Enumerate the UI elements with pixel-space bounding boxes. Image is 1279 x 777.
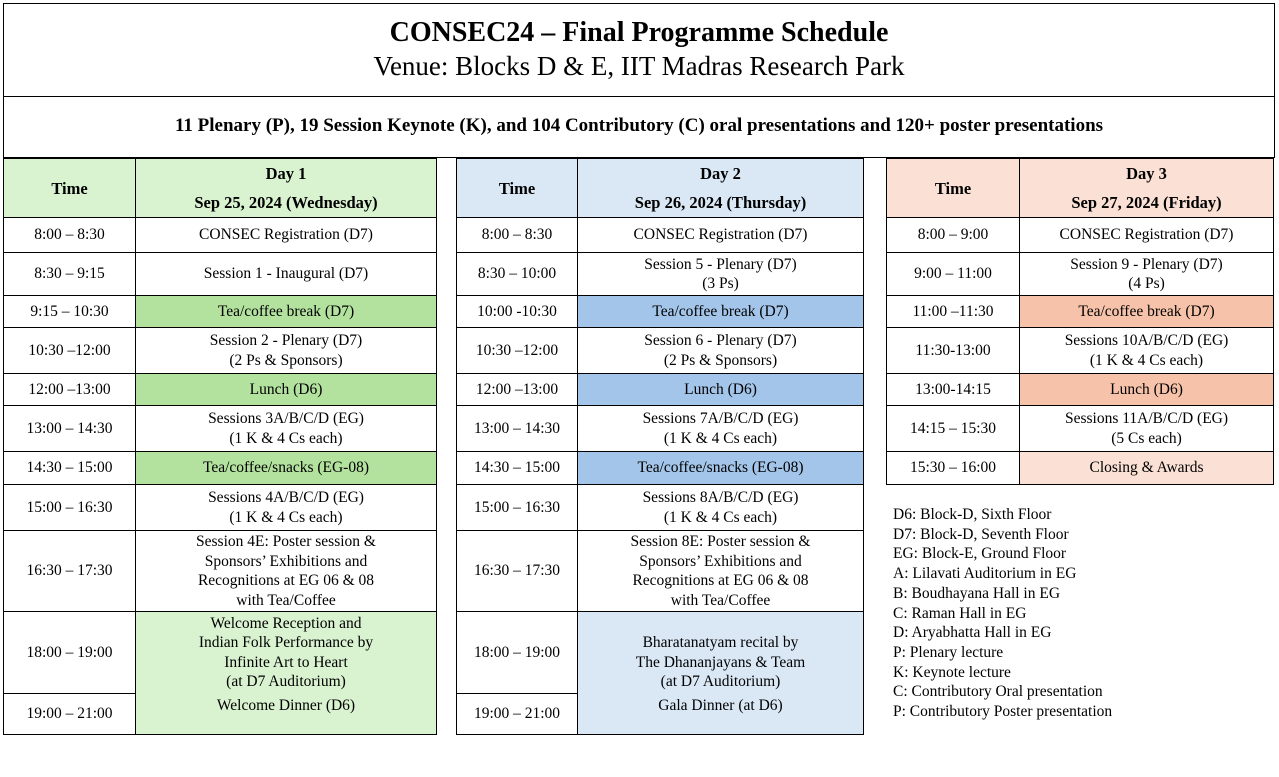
event-cell: Tea/coffee break (D7) <box>578 296 864 328</box>
time-cell: 12:00 –13:00 <box>457 374 578 406</box>
day-date: Sep 27, 2024 (Friday) <box>1071 193 1222 212</box>
legend-item: A: Lilavati Auditorium in EG <box>893 565 1077 583</box>
schedule-row <box>457 328 864 374</box>
time-cell: 13:00 – 14:30 <box>457 406 578 452</box>
time-cell: 14:30 – 15:00 <box>457 452 578 485</box>
day-date: Sep 25, 2024 (Wednesday) <box>194 193 378 212</box>
schedule-row <box>887 218 1274 253</box>
schedule-row <box>887 452 1274 485</box>
time-header: Time <box>887 159 1020 218</box>
day-3-table <box>886 158 1274 485</box>
schedule-row <box>457 612 864 694</box>
time-cell: 8:30 – 10:00 <box>457 253 578 296</box>
schedule-row <box>457 374 864 406</box>
schedule-row <box>887 374 1274 406</box>
legend-item: D6: Block-D, Sixth Floor <box>893 506 1052 523</box>
time-cell: 11:00 –11:30 <box>887 296 1020 328</box>
legend-item: K: Keynote lecture <box>893 663 1011 681</box>
event-cell: Welcome Dinner (D6) <box>136 694 437 735</box>
time-cell: 9:15 – 10:30 <box>4 296 136 328</box>
event-cell: Lunch (D6) <box>1020 374 1274 406</box>
time-cell: 14:15 – 15:30 <box>887 406 1020 452</box>
schedule-row <box>4 253 437 296</box>
schedule-row <box>457 406 864 452</box>
schedule-row <box>4 694 437 735</box>
time-header: Time <box>457 159 578 218</box>
time-cell: 15:30 – 16:00 <box>887 452 1020 485</box>
event-cell: Sessions 11A/B/C/D (EG) (5 Cs each) <box>1020 406 1274 452</box>
day-header <box>136 159 437 218</box>
time-cell: 10:00 -10:30 <box>457 296 578 328</box>
schedule-row <box>457 531 864 612</box>
event-cell: Tea/coffee break (D7) <box>1020 296 1274 328</box>
event-cell: CONSEC Registration (D7) <box>136 218 437 253</box>
event-cell: Sessions 7A/B/C/D (EG) (1 K & 4 Cs each) <box>578 406 864 452</box>
day-date: Sep 26, 2024 (Thursday) <box>634 193 807 212</box>
event-cell: Session 1 - Inaugural (D7) <box>136 253 437 296</box>
event-cell: Lunch (D6) <box>136 374 437 406</box>
schedule-row <box>457 253 864 296</box>
event-cell: Tea/coffee break (D7) <box>136 296 437 328</box>
day-label: Day 3 <box>1126 164 1167 183</box>
time-cell: 13:00-14:15 <box>887 374 1020 406</box>
schedule-row <box>4 296 437 328</box>
time-cell: 16:30 – 17:30 <box>457 531 578 612</box>
event-cell: Session 4E: Poster session & Sponsors’ Exhibitions and Recognitions at EG 06 & 08 with Tea/Coffee <box>136 531 437 612</box>
schedule-row <box>457 485 864 531</box>
schedule-row <box>4 328 437 374</box>
time-cell: 19:00 – 21:00 <box>4 694 136 735</box>
page-title: CONSEC24 – Final Programme Schedule <box>389 17 889 48</box>
event-cell: Tea/coffee/snacks (EG-08) <box>136 452 437 485</box>
time-cell: 8:00 – 8:30 <box>4 218 136 253</box>
event-cell: Tea/coffee/snacks (EG-08) <box>578 452 864 485</box>
event-cell: Sessions 10A/B/C/D (EG) (1 K & 4 Cs each) <box>1020 328 1274 374</box>
time-cell: 14:30 – 15:00 <box>4 452 136 485</box>
time-cell: 18:00 – 19:00 <box>4 612 136 694</box>
schedule-row <box>887 253 1274 296</box>
time-cell: 15:00 – 16:30 <box>4 485 136 531</box>
time-cell: 13:00 – 14:30 <box>4 406 136 452</box>
day-header <box>578 159 864 218</box>
event-cell: CONSEC Registration (D7) <box>1020 218 1274 253</box>
day-1-table <box>3 158 437 735</box>
event-cell: Closing & Awards <box>1020 452 1274 485</box>
event-cell: Bharatanatyam recital by The Dhananjayans & Team (at D7 Auditorium) <box>578 612 864 694</box>
time-cell: 8:30 – 9:15 <box>4 253 136 296</box>
time-header: Time <box>4 159 136 218</box>
legend-item: C: Contributory Oral presentation <box>893 683 1103 701</box>
schedule-row <box>4 218 437 253</box>
legend-item: D: Aryabhatta Hall in EG <box>893 624 1052 642</box>
event-cell: Session 5 - Plenary (D7) (3 Ps) <box>578 253 864 296</box>
schedule-row <box>4 374 437 406</box>
legend-item: C: Raman Hall in EG <box>893 604 1027 622</box>
schedule-row <box>887 296 1274 328</box>
schedule-row <box>4 485 437 531</box>
schedule-row <box>887 406 1274 452</box>
schedule-row <box>887 328 1274 374</box>
time-cell: 18:00 – 19:00 <box>457 612 578 694</box>
time-cell: 19:00 – 21:00 <box>457 694 578 735</box>
time-cell: 10:30 –12:00 <box>4 328 136 374</box>
time-cell: 10:30 –12:00 <box>457 328 578 374</box>
event-cell: Welcome Reception and Indian Folk Performance by Infinite Art to Heart (at D7 Auditorium) <box>136 612 437 694</box>
legend-item: D7: Block-D, Seventh Floor <box>893 525 1069 543</box>
event-cell: Session 8E: Poster session & Sponsors’ Exhibitions and Recognitions at EG 06 & 08 with Tea/Coffee <box>578 531 864 612</box>
venue: Venue: Blocks D & E, IIT Madras Research Park <box>373 51 905 81</box>
schedule-row <box>457 694 864 735</box>
day-header <box>1020 159 1274 218</box>
event-cell: Gala Dinner (at D6) <box>578 694 864 735</box>
event-cell: Sessions 4A/B/C/D (EG) (1 K & 4 Cs each) <box>136 485 437 531</box>
time-cell: 9:00 – 11:00 <box>887 253 1020 296</box>
day-label: Day 1 <box>265 164 307 183</box>
event-cell: Lunch (D6) <box>578 374 864 406</box>
title-box <box>3 3 1275 97</box>
schedule-row <box>457 296 864 328</box>
legend-item: P: Plenary lecture <box>893 643 1004 661</box>
time-cell: 12:00 –13:00 <box>4 374 136 406</box>
event-cell: Sessions 8A/B/C/D (EG) (1 K & 4 Cs each) <box>578 485 864 531</box>
event-cell: Session 2 - Plenary (D7) (2 Ps & Sponsors) <box>136 328 437 374</box>
event-cell: Session 6 - Plenary (D7) (2 Ps & Sponsors) <box>578 328 864 374</box>
event-cell: Session 9 - Plenary (D7) (4 Ps) <box>1020 253 1274 296</box>
legend-item: EG: Block-E, Ground Floor <box>893 545 1067 563</box>
legend <box>893 505 1112 722</box>
time-cell: 15:00 – 16:30 <box>457 485 578 531</box>
time-cell: 8:00 – 9:00 <box>887 218 1020 253</box>
day-2-table <box>456 158 864 735</box>
time-cell: 8:00 – 8:30 <box>457 218 578 253</box>
schedule-row <box>4 406 437 452</box>
schedule-row <box>4 531 437 612</box>
schedule-row <box>4 612 437 694</box>
day-label: Day 2 <box>700 164 741 183</box>
time-cell: 16:30 – 17:30 <box>4 531 136 612</box>
legend-item: P: Contributory Poster presentation <box>893 703 1113 721</box>
time-cell: 11:30-13:00 <box>887 328 1020 374</box>
schedule-row <box>4 452 437 485</box>
summary: 11 Plenary (P), 19 Session Keynote (K), and 104 Contributory (C) oral presentations and 120+ poster presentations <box>3 95 1275 158</box>
event-cell: Sessions 3A/B/C/D (EG) (1 K & 4 Cs each) <box>136 406 437 452</box>
schedule-row <box>457 218 864 253</box>
schedule-row <box>457 452 864 485</box>
legend-item: B: Boudhayana Hall in EG <box>893 584 1061 602</box>
event-cell: CONSEC Registration (D7) <box>578 218 864 253</box>
